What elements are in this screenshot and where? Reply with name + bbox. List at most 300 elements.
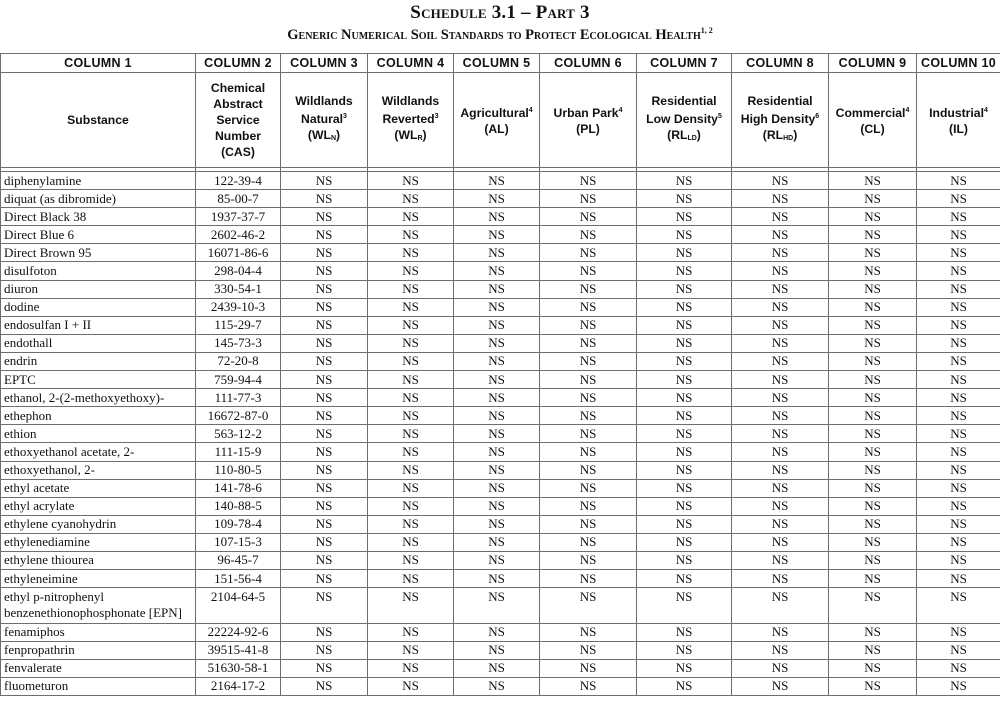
substance-cell: diphenylamine: [1, 172, 196, 190]
standard-value-cell: NS: [917, 226, 1000, 244]
column-header-10: [917, 73, 1000, 168]
table-row: [1, 588, 1000, 624]
header-abbreviation: (IL): [949, 122, 968, 136]
standard-value-cell: NS: [829, 641, 917, 659]
standard-value-cell: NS: [829, 352, 917, 370]
header-footnote: 3: [434, 113, 439, 120]
standard-value-cell: NS: [732, 570, 829, 588]
standard-value-cell: NS: [732, 515, 829, 533]
standard-value-cell: NS: [454, 407, 540, 425]
abbr-subscript: R: [417, 135, 423, 142]
standard-value-cell: NS: [917, 533, 1000, 551]
standard-value-cell: NS: [454, 641, 540, 659]
header-footnote: 4: [528, 107, 533, 114]
header-line: Reverted: [382, 112, 435, 126]
substance-cell: ethyleneimine: [1, 570, 196, 588]
substance-cell: ethylene cyanohydrin: [1, 515, 196, 533]
cas-cell: 16071-86-6: [196, 244, 281, 262]
substance-cell: endothall: [1, 334, 196, 352]
column-header-1: [1, 73, 196, 168]
standard-value-cell: NS: [540, 316, 637, 334]
table-row: [1, 425, 1000, 443]
standard-value-cell: NS: [368, 334, 454, 352]
standard-value-cell: NS: [732, 389, 829, 407]
standard-value-cell: NS: [917, 190, 1000, 208]
standard-value-cell: NS: [637, 226, 732, 244]
standard-value-cell: NS: [637, 172, 732, 190]
standard-value-cell: NS: [637, 588, 732, 624]
table-row: [1, 280, 1000, 298]
table-row: [1, 190, 1000, 208]
standard-value-cell: NS: [917, 551, 1000, 569]
column-header-row: [1, 73, 1000, 168]
cas-cell: 109-78-4: [196, 515, 281, 533]
standard-value-cell: NS: [637, 190, 732, 208]
standard-value-cell: NS: [732, 334, 829, 352]
standard-value-cell: NS: [540, 479, 637, 497]
standard-value-cell: NS: [917, 425, 1000, 443]
standard-value-cell: NS: [540, 280, 637, 298]
standard-value-cell: NS: [281, 623, 368, 641]
standard-value-cell: NS: [281, 461, 368, 479]
standard-value-cell: NS: [368, 316, 454, 334]
table-row: [1, 497, 1000, 515]
standard-value-cell: NS: [917, 298, 1000, 316]
substance-cell: endrin: [1, 352, 196, 370]
substance-cell: fenpropathrin: [1, 641, 196, 659]
standard-value-cell: NS: [281, 298, 368, 316]
header-abbreviation: $(RL_{HD})$: [762, 128, 798, 142]
table-row: [1, 334, 1000, 352]
abbr-main: RL: [766, 128, 784, 142]
header-abbreviation: $(WL_R)$: [394, 128, 427, 142]
header-line: Natural: [301, 112, 344, 126]
column-number-2: COLUMN 2: [196, 54, 281, 73]
table-row: [1, 244, 1000, 262]
standard-value-cell: NS: [732, 352, 829, 370]
cas-cell: 22224-92-6: [196, 623, 281, 641]
standard-value-cell: NS: [454, 677, 540, 695]
standard-value-cell: NS: [732, 316, 829, 334]
schedule-subtitle: [0, 26, 1000, 44]
standard-value-cell: NS: [540, 623, 637, 641]
standard-value-cell: NS: [368, 479, 454, 497]
standard-value-cell: NS: [454, 280, 540, 298]
standard-value-cell: NS: [917, 570, 1000, 588]
standard-value-cell: NS: [540, 371, 637, 389]
standard-value-cell: NS: [732, 280, 829, 298]
table-row: [1, 533, 1000, 551]
header-line: Agricultural: [460, 106, 529, 120]
standard-value-cell: NS: [637, 244, 732, 262]
standard-value-cell: NS: [368, 407, 454, 425]
standard-value-cell: NS: [540, 190, 637, 208]
standard-value-cell: NS: [917, 316, 1000, 334]
standard-value-cell: NS: [281, 425, 368, 443]
standard-value-cell: NS: [454, 461, 540, 479]
column-number-9: COLUMN 9: [829, 54, 917, 73]
standard-value-cell: NS: [829, 280, 917, 298]
standard-value-cell: NS: [281, 407, 368, 425]
column-number-4: COLUMN 4: [368, 54, 454, 73]
substance-cell: ethylenediamine: [1, 533, 196, 551]
standard-value-cell: NS: [454, 190, 540, 208]
standard-value-cell: NS: [281, 570, 368, 588]
standard-value-cell: NS: [368, 298, 454, 316]
standard-value-cell: NS: [368, 588, 454, 624]
standard-value-cell: NS: [829, 515, 917, 533]
column-number-3: COLUMN 3: [281, 54, 368, 73]
table-row: [1, 262, 1000, 280]
cas-cell: 151-56-4: [196, 570, 281, 588]
header-line: Industrial: [929, 106, 984, 120]
standard-value-cell: NS: [829, 570, 917, 588]
standard-value-cell: NS: [454, 623, 540, 641]
header-line: Wildlands: [381, 94, 440, 108]
abbr-main: RL: [671, 128, 688, 142]
table-row: [1, 623, 1000, 641]
standard-value-cell: NS: [637, 623, 732, 641]
standard-value-cell: NS: [637, 352, 732, 370]
standard-value-cell: NS: [829, 407, 917, 425]
standard-value-cell: NS: [281, 443, 368, 461]
standard-value-cell: NS: [732, 298, 829, 316]
standard-value-cell: NS: [732, 190, 829, 208]
standard-value-cell: NS: [540, 570, 637, 588]
table-row: [1, 298, 1000, 316]
header-line: Residential: [651, 94, 717, 108]
soil-standards-table: [0, 53, 1000, 696]
standard-value-cell: NS: [829, 226, 917, 244]
standard-value-cell: NS: [281, 172, 368, 190]
standard-value-cell: NS: [281, 190, 368, 208]
standard-value-cell: NS: [540, 497, 637, 515]
standard-value-cell: NS: [368, 570, 454, 588]
header-footnote: 4: [983, 107, 988, 114]
standard-value-cell: NS: [454, 334, 540, 352]
table-row: [1, 226, 1000, 244]
standard-value-cell: NS: [917, 677, 1000, 695]
standard-value-cell: NS: [917, 334, 1000, 352]
standard-value-cell: NS: [637, 371, 732, 389]
standard-value-cell: NS: [454, 497, 540, 515]
column-number-6: COLUMN 6: [540, 54, 637, 73]
cas-cell: 115-29-7: [196, 316, 281, 334]
table-row: [1, 515, 1000, 533]
standard-value-cell: NS: [829, 497, 917, 515]
standard-value-cell: NS: [829, 208, 917, 226]
substance-cell: ethanol, 2-(2-methoxyethoxy)-: [1, 389, 196, 407]
table-row: [1, 659, 1000, 677]
standard-value-cell: NS: [281, 280, 368, 298]
substance-cell: Direct Blue 6: [1, 226, 196, 244]
standard-value-cell: NS: [732, 641, 829, 659]
header-abbreviation: $(WL_N)$: [307, 128, 341, 142]
standard-value-cell: NS: [917, 352, 1000, 370]
cas-cell: 111-15-9: [196, 443, 281, 461]
standard-value-cell: NS: [829, 551, 917, 569]
substance-cell: Direct Brown 95: [1, 244, 196, 262]
cas-cell: 72-20-8: [196, 352, 281, 370]
standard-value-cell: NS: [637, 316, 732, 334]
standard-value-cell: NS: [281, 389, 368, 407]
column-number-5: COLUMN 5: [454, 54, 540, 73]
standard-value-cell: NS: [540, 334, 637, 352]
standard-value-cell: NS: [540, 208, 637, 226]
standard-value-cell: NS: [917, 172, 1000, 190]
standard-value-cell: NS: [540, 533, 637, 551]
standard-value-cell: NS: [732, 172, 829, 190]
substance-cell: EPTC: [1, 371, 196, 389]
substance-cell: ethylene thiourea: [1, 551, 196, 569]
standard-value-cell: NS: [637, 298, 732, 316]
cas-cell: 298-04-4: [196, 262, 281, 280]
standard-value-cell: NS: [368, 497, 454, 515]
standard-value-cell: NS: [732, 623, 829, 641]
standard-value-cell: NS: [637, 570, 732, 588]
standard-value-cell: NS: [368, 172, 454, 190]
standard-value-cell: NS: [732, 208, 829, 226]
standard-value-cell: NS: [281, 533, 368, 551]
standard-value-cell: NS: [368, 226, 454, 244]
header-line: Low Density: [646, 112, 718, 126]
standard-value-cell: NS: [829, 244, 917, 262]
standard-value-cell: NS: [637, 461, 732, 479]
standard-value-cell: NS: [368, 190, 454, 208]
standard-value-cell: NS: [917, 244, 1000, 262]
standard-value-cell: NS: [829, 262, 917, 280]
table-row: [1, 551, 1000, 569]
header-line: Residential: [747, 94, 813, 108]
cas-cell: 2164-17-2: [196, 677, 281, 695]
cas-cell: 563-12-2: [196, 425, 281, 443]
standard-value-cell: NS: [637, 443, 732, 461]
standard-value-cell: NS: [540, 551, 637, 569]
substance-cell: diquat (as dibromide): [1, 190, 196, 208]
standard-value-cell: NS: [454, 659, 540, 677]
abbr-main: WL: [398, 128, 418, 142]
cas-cell: 330-54-1: [196, 280, 281, 298]
standard-value-cell: NS: [637, 533, 732, 551]
standard-value-cell: NS: [917, 623, 1000, 641]
cas-cell: 2439-10-3: [196, 298, 281, 316]
standard-value-cell: NS: [281, 244, 368, 262]
cas-cell: 2104-64-5: [196, 588, 281, 624]
standard-value-cell: NS: [540, 226, 637, 244]
standard-value-cell: NS: [732, 226, 829, 244]
table-row: [1, 479, 1000, 497]
standard-value-cell: NS: [829, 623, 917, 641]
abbr-subscript: N: [330, 135, 336, 142]
table-row: [1, 677, 1000, 695]
standard-value-cell: NS: [454, 172, 540, 190]
table-row: [1, 371, 1000, 389]
standard-value-cell: NS: [454, 316, 540, 334]
standard-value-cell: NS: [281, 479, 368, 497]
substance-cell: ethephon: [1, 407, 196, 425]
substance-line: benzenethionophosphonate [EPN]: [4, 604, 182, 620]
substance-cell: dodine: [1, 298, 196, 316]
standard-value-cell: NS: [829, 533, 917, 551]
standard-value-cell: NS: [637, 479, 732, 497]
header-abbreviation: (CL): [860, 122, 885, 136]
standard-value-cell: NS: [829, 298, 917, 316]
substance-cell: [1, 588, 196, 624]
standard-value-cell: NS: [454, 425, 540, 443]
standard-value-cell: NS: [368, 244, 454, 262]
standard-value-cell: NS: [732, 551, 829, 569]
cas-cell: 145-73-3: [196, 334, 281, 352]
standard-value-cell: NS: [732, 461, 829, 479]
standard-value-cell: NS: [637, 389, 732, 407]
standard-value-cell: NS: [829, 172, 917, 190]
standard-value-cell: NS: [540, 407, 637, 425]
standard-value-cell: NS: [454, 371, 540, 389]
cas-cell: 96-45-7: [196, 551, 281, 569]
header-line: Substance: [67, 113, 129, 127]
standard-value-cell: NS: [637, 515, 732, 533]
standard-value-cell: NS: [637, 497, 732, 515]
standard-value-cell: NS: [917, 208, 1000, 226]
standard-value-cell: NS: [540, 172, 637, 190]
column-number-row: [1, 54, 1000, 73]
standard-value-cell: NS: [637, 551, 732, 569]
substance-cell: ethion: [1, 425, 196, 443]
standard-value-cell: NS: [368, 443, 454, 461]
standard-value-cell: NS: [281, 316, 368, 334]
standard-value-cell: NS: [368, 352, 454, 370]
standard-value-cell: NS: [917, 588, 1000, 624]
standard-value-cell: NS: [454, 588, 540, 624]
substance-line: ethyl p-nitrophenyl: [4, 588, 105, 604]
cas-cell: 16672-87-0: [196, 407, 281, 425]
standard-value-cell: NS: [732, 497, 829, 515]
column-header-7: [637, 73, 732, 168]
standard-value-cell: NS: [281, 515, 368, 533]
header-line: Abstract: [213, 97, 263, 111]
standard-value-cell: NS: [917, 515, 1000, 533]
standard-value-cell: NS: [281, 659, 368, 677]
standard-value-cell: NS: [454, 533, 540, 551]
substance-cell: ethyl acetate: [1, 479, 196, 497]
standard-value-cell: NS: [368, 641, 454, 659]
standard-value-cell: NS: [281, 641, 368, 659]
standard-value-cell: NS: [829, 659, 917, 677]
standard-value-cell: NS: [637, 208, 732, 226]
standard-value-cell: NS: [637, 641, 732, 659]
standard-value-cell: NS: [368, 425, 454, 443]
cas-cell: 140-88-5: [196, 497, 281, 515]
header-footnote: 4: [905, 107, 910, 114]
standard-value-cell: NS: [540, 352, 637, 370]
standard-value-cell: NS: [454, 551, 540, 569]
standard-value-cell: NS: [637, 280, 732, 298]
standard-value-cell: NS: [637, 677, 732, 695]
standard-value-cell: NS: [368, 371, 454, 389]
cas-cell: 122-39-4: [196, 172, 281, 190]
header-line: High Density: [740, 112, 816, 126]
cas-cell: 110-80-5: [196, 461, 281, 479]
standard-value-cell: NS: [454, 208, 540, 226]
standard-value-cell: NS: [454, 352, 540, 370]
standard-value-cell: NS: [454, 389, 540, 407]
cas-cell: 141-78-6: [196, 479, 281, 497]
standard-value-cell: NS: [281, 262, 368, 280]
standard-value-cell: NS: [368, 262, 454, 280]
standard-value-cell: NS: [454, 244, 540, 262]
standard-value-cell: NS: [829, 461, 917, 479]
header-abbreviation: $(RL_{LD})$: [667, 128, 701, 142]
standard-value-cell: NS: [829, 677, 917, 695]
standard-value-cell: NS: [829, 443, 917, 461]
abbr-subscript: LD: [687, 135, 697, 142]
standard-value-cell: NS: [368, 389, 454, 407]
standard-value-cell: NS: [454, 479, 540, 497]
standard-value-cell: NS: [281, 588, 368, 624]
substance-cell: fenamiphos: [1, 623, 196, 641]
standard-value-cell: NS: [637, 262, 732, 280]
cas-cell: 85-00-7: [196, 190, 281, 208]
column-number-1: COLUMN 1: [1, 54, 196, 73]
header-abbreviation: (CAS): [221, 145, 255, 159]
standard-value-cell: NS: [732, 659, 829, 677]
standard-value-cell: NS: [540, 244, 637, 262]
standard-value-cell: NS: [368, 551, 454, 569]
standard-value-cell: NS: [829, 371, 917, 389]
standard-value-cell: NS: [829, 425, 917, 443]
standard-value-cell: NS: [540, 443, 637, 461]
standard-value-cell: NS: [732, 588, 829, 624]
table-row: [1, 407, 1000, 425]
standard-value-cell: NS: [917, 443, 1000, 461]
header-line: Wildlands: [295, 94, 353, 108]
standard-value-cell: NS: [917, 497, 1000, 515]
header-footnote: 3: [343, 113, 347, 120]
substance-cell: endosulfan I + II: [1, 316, 196, 334]
table-row: [1, 389, 1000, 407]
cas-cell: 39515-41-8: [196, 641, 281, 659]
standard-value-cell: NS: [917, 280, 1000, 298]
substance-cell: fluometuron: [1, 677, 196, 695]
standard-value-cell: NS: [732, 533, 829, 551]
standard-value-cell: NS: [454, 262, 540, 280]
standard-value-cell: NS: [829, 316, 917, 334]
column-header-3: [281, 73, 368, 168]
header-line: Chemical: [210, 81, 266, 95]
column-number-10: COLUMN 10: [917, 54, 1000, 73]
standard-value-cell: NS: [540, 515, 637, 533]
standard-value-cell: NS: [637, 425, 732, 443]
standard-value-cell: NS: [281, 352, 368, 370]
table-body: [1, 172, 1000, 696]
subtitle-footnotes: 1, 2: [700, 26, 713, 35]
substance-cell: ethyl acrylate: [1, 497, 196, 515]
standard-value-cell: NS: [732, 407, 829, 425]
standard-value-cell: NS: [368, 677, 454, 695]
column-number-7: COLUMN 7: [637, 54, 732, 73]
standard-value-cell: NS: [454, 515, 540, 533]
standard-value-cell: NS: [368, 515, 454, 533]
substance-cell: ethoxyethanol acetate, 2-: [1, 443, 196, 461]
header-line: Urban Park: [553, 106, 619, 120]
standard-value-cell: NS: [281, 208, 368, 226]
table-row: [1, 461, 1000, 479]
standard-value-cell: NS: [368, 659, 454, 677]
column-header-8: [732, 73, 829, 168]
standard-value-cell: NS: [540, 641, 637, 659]
standard-value-cell: NS: [540, 659, 637, 677]
standard-value-cell: NS: [454, 443, 540, 461]
